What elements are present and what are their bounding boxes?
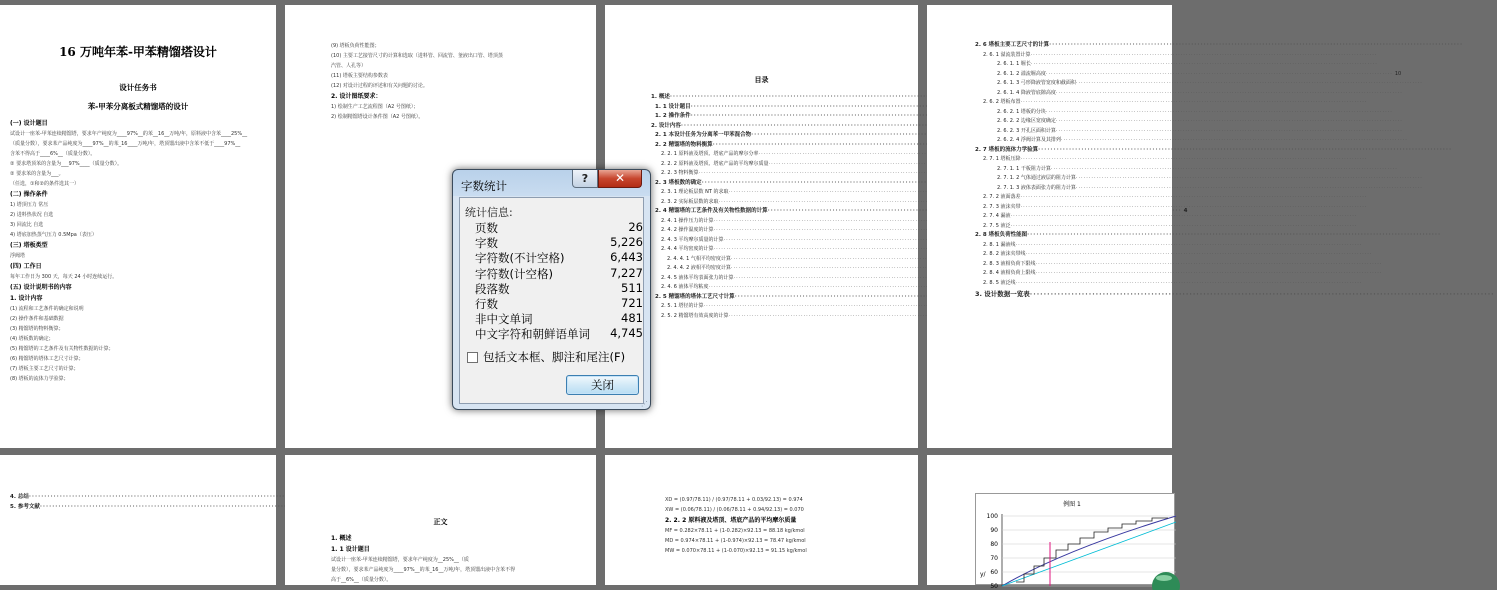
toc-entry-title: 2. 6. 1. 4 降液管底隙高度: [997, 89, 1056, 96]
toc-entry-page: 4: [1183, 208, 1188, 214]
toc-entry-page: [1423, 184, 1425, 194]
toc-entry[interactable]: [651, 236, 860, 246]
toc-entry-title: 2. 7 塔板的流体力学验算: [975, 146, 1039, 153]
toc-entry[interactable]: [651, 179, 860, 189]
toc-leader-dots: [1027, 231, 1441, 241]
toc-entry[interactable]: [927, 231, 1172, 241]
toc-entry[interactable]: [651, 169, 860, 179]
toc-entry[interactable]: [927, 136, 1172, 146]
page7-line: MF = 0.282×78.11 + (1-0.282)×92.13 = 88.18 kg/kmol: [665, 528, 805, 534]
toc-entry-title: 2. 5. 2 精馏塔有效高度的计算: [661, 312, 729, 319]
page6-line: 试设计一座苯-甲苯连续精馏塔，要求年产纯度为__25%__（质: [331, 557, 469, 563]
toc-leader-dots: [1046, 108, 1393, 118]
document-page-1[interactable]: [0, 5, 276, 448]
toc-entry-title: 2. 6. 2 塔板布置: [983, 99, 1021, 105]
toc-title: 目录: [754, 76, 769, 84]
toc-entry-title: 2. 7. 1 塔板压降: [983, 156, 1021, 162]
document-title: 16 万吨年苯-甲苯精馏塔设计: [59, 45, 217, 59]
chart-y-tick-label: 90: [990, 527, 998, 534]
toc-entry-page: [1398, 165, 1400, 175]
toc-entry-page: 10: [1394, 70, 1402, 77]
statistic-row: [475, 220, 643, 236]
toc-entry-title: 2. 7. 2 液面落差: [983, 194, 1021, 200]
toc-entry[interactable]: [651, 103, 860, 113]
toc-entry-title: 5. 参考文献: [10, 503, 40, 510]
page1-line: 1) 塔顶压力 常压: [10, 202, 49, 208]
page1-line: (五) 设计说明书的内容: [10, 284, 72, 291]
toc-entry[interactable]: [651, 188, 860, 198]
toc-entry[interactable]: [651, 131, 860, 141]
page1-body: [0, 118, 276, 384]
toc-leader-dots: [1031, 51, 1378, 61]
statistic-row: [475, 250, 643, 266]
toc-entry-title: 2. 6. 1. 2 溢流堰高度: [997, 70, 1046, 77]
toc-entry-title: 2. 2. 3 物料衡算: [661, 170, 699, 176]
chart-title: 例图 1: [1063, 501, 1081, 508]
page1-line: (5) 精馏塔的工艺条件及有关物性数据的计算；: [10, 346, 114, 352]
toc-entry[interactable]: [651, 255, 860, 265]
page7-body: [605, 455, 918, 556]
toc-entry[interactable]: [927, 269, 1172, 279]
toc-entry[interactable]: [927, 193, 1172, 203]
toc-entry-title: 2. 5. 1 塔径的计算: [661, 303, 704, 309]
toc-leader-dots: [1076, 184, 1423, 194]
toc-entry-title: 2. 6. 1. 1 堰长: [997, 61, 1031, 67]
toc-entry[interactable]: [927, 60, 1172, 70]
toc-leader-dots: [1016, 241, 1363, 251]
toc-entry-title: 2. 3. 1 理论板层数 NT 的求取: [661, 189, 729, 195]
statistic-row: [475, 266, 643, 282]
toc-entry-page: [1495, 288, 1497, 300]
toc-entry-title: 3. 设计数据一览表: [975, 290, 1030, 298]
page1-line: 试设计一座苯-甲苯连续精馏塔，要求年产纯度为____97%__的苯__16__万吨/年，原料液中含苯____25%__: [10, 131, 248, 137]
page6-line: 高于__6%__（质量分数）。: [331, 577, 392, 583]
toc-leader-dots: [1011, 212, 1358, 222]
toc-entry-page: [1403, 89, 1405, 99]
statistic-label: 字符数(不计空格): [475, 251, 565, 266]
statistic-value: 7,227: [610, 265, 643, 280]
toc-entry[interactable]: [927, 165, 1172, 175]
toc-leader-dots: [1076, 174, 1423, 184]
toc-leader-dots: [1049, 41, 1463, 51]
statistic-value: 721: [621, 296, 643, 310]
statistic-value: 511: [621, 280, 643, 295]
statistic-label: 段落数: [475, 281, 510, 296]
toc-entry-page: [1377, 51, 1379, 61]
toc-entry[interactable]: [927, 212, 1172, 222]
toc-entry-title: 2. 6. 2. 1 塔板的分块: [997, 108, 1046, 115]
globe-highlight: [1156, 575, 1172, 581]
toc-leader-dots: [1036, 260, 1383, 270]
toc-entry[interactable]: [651, 226, 860, 236]
toc-entry[interactable]: [927, 260, 1172, 270]
toc-entry-title: 2. 1 本设计任务为分离苯一甲苯混合物: [655, 132, 752, 138]
toc-entry[interactable]: [651, 274, 860, 284]
toc-entry-title: 2. 4. 4. 1 气相平均密度计算: [667, 255, 731, 262]
toc-entry[interactable]: [651, 112, 860, 122]
body-heading: 正文: [433, 518, 448, 526]
statistic-row: [475, 311, 643, 327]
toc-leader-dots: [1076, 79, 1423, 89]
toc-leader-dots: [1061, 136, 1408, 146]
toc-leader-dots: [1026, 250, 1373, 260]
toc-leader-dots: [1056, 117, 1403, 127]
close-button[interactable]: 关闭: [566, 375, 639, 395]
page1-line: (二) 操作条件: [10, 191, 48, 198]
page7-line: XW = (0.06/78.11) / (0.06/78.11 + 0.94/92.13) = 0.070: [665, 507, 804, 513]
toc-leader-dots: [1021, 155, 1368, 165]
statistic-row: [475, 235, 643, 251]
task-book-heading: 设计任务书: [119, 83, 157, 92]
help-button[interactable]: ?: [572, 170, 598, 188]
resize-grip-icon[interactable]: ⋰: [641, 400, 648, 408]
toc-leader-dots: [1046, 70, 1393, 80]
statistic-value: 481: [621, 311, 643, 326]
toc-entry[interactable]: [927, 222, 1172, 232]
toc-entry-title: 2. 8. 4 液相负荷上限线: [983, 270, 1036, 276]
toc-entry[interactable]: [927, 241, 1172, 251]
toc-entry[interactable]: [651, 283, 860, 293]
page1-line: 2) 进料热状况 自选: [10, 212, 54, 218]
page2-line: 汽管、人孔等）: [331, 63, 367, 69]
dialog-content: [459, 197, 644, 404]
toc-entry-page: [1362, 279, 1364, 289]
toc-entry-title: 2. 7. 1. 2 气体通过液层的阻力计算: [997, 175, 1076, 181]
page2-line: 2. 设计图纸要求：: [331, 93, 382, 100]
chart-y-tick-label: 50: [990, 583, 998, 590]
statistic-label: 中文字符和朝鲜语单词: [475, 327, 590, 342]
toc-leader-dots: [1038, 146, 1452, 156]
operating-line: [1002, 522, 1176, 586]
toc-leader-dots: [1021, 203, 1368, 213]
toc-entry-title: 2. 2 精馏塔的物料衡算: [655, 141, 713, 148]
page1-line: 3) 回流比 自选: [10, 222, 44, 228]
statistic-value: 5,226: [610, 235, 643, 250]
toc-entry-title: 2. 8. 5 液泛线: [983, 279, 1016, 286]
statistic-row: [475, 281, 643, 297]
toc-leader-dots: [1021, 98, 1368, 108]
page1-line: (3) 精馏塔的物料衡算；: [10, 326, 64, 332]
toc-entry[interactable]: [651, 302, 860, 312]
toc-leader-dots: [1051, 165, 1398, 175]
include-textboxes-option[interactable]: [467, 349, 625, 365]
toc-leader-dots: [1030, 288, 1495, 300]
toc-entry[interactable]: [927, 288, 1172, 300]
toc-entry-title: 2. 6. 2. 2 边缘区宽度确定: [997, 118, 1056, 124]
statistic-value: 4,745: [610, 326, 643, 341]
page6-line: 1. 1 设计题目: [331, 546, 370, 553]
toc-entry-title: 2. 8 塔板负荷性能图: [975, 232, 1028, 238]
equilibrium-curve: [1002, 516, 1176, 586]
close-icon[interactable]: ✕: [598, 170, 642, 188]
document-page-4[interactable]: [927, 5, 1402, 448]
toc-entry-title: 2. 设计内容: [651, 122, 681, 129]
statistic-label: 字数: [475, 236, 498, 251]
chart-y-tick-label: 80: [990, 541, 998, 548]
toc-entry-title: 2. 2. 2 原料液及塔顶、塔底产品的平均摩尔质量: [661, 160, 769, 167]
page1-line: ② 要求塔顶苯的含量为___97%____（质量分数）。: [10, 161, 123, 167]
page2-body: [285, 5, 596, 122]
toc-entry-page: [1382, 269, 1384, 279]
toc-entry-title: 2. 4 精馏塔的工艺条件及有关物性数据的计算: [655, 208, 768, 214]
page1-line: (6) 精馏塔的塔体工艺尺寸计算；: [10, 356, 84, 362]
statistic-label: 字符数(计空格): [475, 266, 553, 281]
toc-entry-title: 2. 6. 1 溢流装置计算: [983, 51, 1031, 58]
toc-entry[interactable]: [927, 51, 1172, 61]
toc-entry-title: 1. 概述: [651, 94, 670, 100]
toc-entry[interactable]: [651, 312, 860, 322]
chart-svg: [976, 494, 1176, 590]
toc-entry-title: 2. 7. 4 漏液: [983, 213, 1011, 219]
toc-entry-title: 2. 4. 4. 2 液相平均密度计算: [667, 265, 731, 271]
page6-body: [285, 527, 596, 585]
toc-entry[interactable]: [651, 245, 860, 255]
toc-entry[interactable]: [651, 93, 860, 103]
toc-entry-page: [1357, 222, 1359, 232]
toc-entry-title: 2. 7. 5 液泛: [983, 222, 1011, 229]
toc-entry[interactable]: [927, 127, 1172, 137]
toc-entry-title: 2. 4. 5 液体平均表面张力的计算: [661, 274, 734, 281]
toc-entry-title: 2. 6. 2. 3 开孔区面积计算: [997, 127, 1056, 134]
toc-entry-title: 2. 6. 2. 4 浮阀计算及其排列: [997, 137, 1061, 143]
toc-entry[interactable]: [651, 293, 860, 303]
toc-entry-title: 1. 1 设计题目: [655, 103, 691, 110]
page1-line: 浮阀塔: [10, 253, 26, 259]
toc-entry-title: 2. 4. 3 平均摩尔质量的计算: [661, 236, 724, 243]
page1-line: (2) 操作条件和基础数据: [10, 316, 64, 322]
toc-entry[interactable]: [927, 279, 1172, 289]
toc-entry-page: [1367, 155, 1369, 165]
page1-line: 含苯不得高于____6%__（质量分数）。: [10, 151, 96, 157]
toc-leader-dots: [1056, 89, 1403, 99]
dialog-title: 字数统计: [461, 179, 507, 193]
toc-entry[interactable]: [927, 70, 1402, 80]
page7-line: MD = 0.974×78.11 + (1-0.974)×92.13 = 78.47 kg/kmol: [665, 538, 806, 544]
page6-line: 量分数），要求苯产品纯度为____97%__的苯_16__万吨/年，塔顶馏出液中含苯不得: [331, 567, 516, 573]
toc-leader-dots: [1016, 279, 1363, 289]
toc-entry[interactable]: [927, 41, 1172, 51]
toc-entry[interactable]: [927, 117, 1172, 127]
chart-y-tick-label: 70: [990, 555, 998, 562]
toc-leader-dots: [1056, 127, 1403, 137]
page1-line: (三) 塔板类型: [10, 242, 48, 249]
toc-entry-title: 2. 4. 6 液体平均粘度: [661, 284, 709, 290]
page2-line: (9) 塔板负荷性能图；: [331, 43, 380, 49]
toc-entry[interactable]: [651, 217, 860, 227]
statistic-label: 页数: [475, 221, 498, 235]
toc-entry-title: 2. 7. 1. 3 液体表面张力的阻力计算: [997, 184, 1076, 191]
task-subtitle: 苯-甲苯分离板式精馏塔的设计: [87, 102, 189, 111]
toc-entry[interactable]: [10, 503, 214, 513]
toc-entry-page: [1357, 212, 1359, 222]
toc-leader-dots: [1036, 269, 1383, 279]
page1-line: (4) 塔板数的确定；: [10, 336, 54, 342]
toc-entry-page: [1452, 146, 1454, 156]
include-textboxes-checkbox[interactable]: [467, 352, 478, 363]
page1-line: ② 要求苯的含量为___。: [10, 171, 64, 177]
toc-entry[interactable]: [651, 141, 860, 151]
toc-entry[interactable]: [651, 122, 860, 132]
statistics-label: 统计信息:: [465, 206, 513, 219]
toc-entry-page: [1378, 60, 1380, 70]
toc-entry-title: 2. 4. 2 操作温度的计算: [661, 227, 714, 233]
chart-grid: [1002, 516, 1176, 586]
page1-line: 每年工作日为 300 天，每天 24 小时连续运行。: [10, 274, 118, 280]
toc-entry[interactable]: [927, 79, 1172, 89]
page2-line: (10) 主要工艺接管尺寸的计算和选取（进料管、回流管、釜液出口管、塔顶蒸: [331, 53, 503, 59]
chart-y-ticks: [987, 513, 999, 590]
toc-entry-page: [1441, 231, 1443, 241]
toc-entry-title: 2. 2. 1 原料液及塔顶、塔底产品的摩尔分率: [661, 151, 759, 157]
page1-line: (8) 塔板的流体力学验算；: [10, 376, 69, 382]
page1-line: 4) 塔底加热蒸气压力 0.5Mpa（表压）: [10, 232, 97, 238]
chart-y-tick-label: 100: [986, 513, 998, 520]
toc-entry[interactable]: [651, 160, 860, 170]
page1-line: (四) 工作日: [10, 263, 42, 270]
toc-entry-title: 1. 2 操作条件: [655, 113, 691, 119]
page1-line: (一) 设计题目: [10, 120, 48, 127]
toc-entry-title: 2. 8. 3 液相负荷下限线: [983, 260, 1036, 267]
toc-entry-title: 4. 总结: [10, 494, 29, 500]
document-page-6[interactable]: [285, 455, 596, 585]
statistic-value: 26: [628, 220, 643, 234]
statistic-value: 6,443: [610, 250, 643, 265]
statistic-row: [475, 326, 643, 342]
document-page-5[interactable]: [0, 455, 276, 585]
page7-line: XD = (0.97/78.11) / (0.97/78.11 + 0.03/92.13) = 0.974: [665, 497, 803, 503]
toc-entry-title: 2. 8. 1 漏液线: [983, 241, 1016, 248]
toc-entry[interactable]: [651, 198, 860, 208]
page1-line: （质量分数），要求苯产品纯度为____97%__的苯_16____万吨/年，塔顶馏出液中含苯不低于____97%__: [10, 141, 241, 147]
statistic-label: 行数: [475, 297, 498, 311]
globe-icon: [1152, 572, 1180, 590]
toc-entry-page: [1372, 250, 1374, 260]
toc-entry-page: [1403, 117, 1405, 127]
toc-entry-page: [1367, 203, 1369, 213]
toc-entry-page: [1393, 108, 1395, 118]
toc-leader-dots: [1031, 60, 1378, 70]
toc-entry[interactable]: [927, 89, 1172, 99]
chart-y-label: y/: [980, 571, 986, 578]
toc-entry-page: [1362, 241, 1364, 251]
chart-figure: [975, 493, 1175, 590]
page1-line: (1) 流程和工艺条件的确定和说明: [10, 306, 84, 312]
toc-entry-title: 2. 5 精馏塔的塔体工艺尺寸计算: [655, 293, 735, 300]
toc-entry-page: [1403, 127, 1405, 137]
toc-entry-title: 2. 7. 1. 1 干板阻力计算: [997, 165, 1051, 172]
page2-line: (12) 对设计过程的评述和有关问题的讨论。: [331, 83, 428, 89]
toc-entry[interactable]: [651, 150, 860, 160]
toc-entry-page: [1408, 136, 1410, 146]
page7-line: MW = 0.070×78.11 + (1-0.070)×92.13 = 91.15 kg/kmol: [665, 548, 807, 554]
toc-entry[interactable]: [927, 108, 1172, 118]
toc-entry-page: [1367, 193, 1369, 203]
page1-line: (7) 塔板主要工艺尺寸的计算；: [10, 366, 79, 372]
toc-entry[interactable]: [927, 184, 1172, 194]
page2-line: (11) 塔板主要结构参数表: [331, 73, 388, 79]
include-textboxes-label: 包括文本框、脚注和尾注(F): [483, 350, 626, 364]
page6-line: 1. 概述: [331, 535, 352, 542]
chart-y-tick-label: 60: [990, 569, 998, 576]
toc-entry[interactable]: [927, 146, 1172, 156]
toc-entry[interactable]: [10, 493, 214, 503]
toc-entry[interactable]: [651, 264, 860, 274]
word-count-dialog[interactable]: [452, 169, 651, 410]
toc-entry-title: 2. 3. 2 实际板层数的求取: [661, 198, 719, 205]
statistic-row: [475, 296, 643, 312]
toc-entry-title: 2. 8. 2 液沫夹带线: [983, 251, 1026, 257]
toc-list-end: [0, 455, 276, 512]
page1-line: 1. 设计内容: [10, 295, 43, 302]
toc-entry-page: [1463, 41, 1465, 51]
toc-entry-title: 2. 4. 4 平均密度的计算: [661, 246, 714, 252]
page1-line: （任选，①和②的条件选其一）: [10, 181, 79, 187]
toc-entry[interactable]: [927, 250, 1172, 260]
page2-line: 1) 绘制生产工艺流程图（A2 号图纸）；: [331, 104, 419, 110]
toc-leader-dots: [1021, 193, 1368, 203]
toc-entry-title: 2. 7. 3 液沫夹带: [983, 203, 1021, 210]
toc-leader-dots: [1011, 222, 1358, 232]
document-page-7[interactable]: [605, 455, 918, 585]
toc-entry-page: [1423, 174, 1425, 184]
toc-entry[interactable]: [927, 174, 1172, 184]
toc-entry[interactable]: [927, 155, 1172, 165]
toc-entry-title: 2. 6. 1. 3 弓形降液管宽度和截面积: [997, 80, 1076, 86]
page7-line: 2. 2. 2 原料液及塔顶、塔底产品的平均摩尔质量: [665, 517, 797, 524]
toc-entry-title: 2. 4. 1 操作压力的计算: [661, 217, 714, 224]
statistic-label: 非中文单词: [475, 312, 533, 327]
toc-entry-page: [1423, 79, 1425, 89]
toc-entry-page: [1382, 260, 1384, 270]
toc-entry[interactable]: [927, 203, 1172, 213]
page2-line: 2) 绘制精馏塔设计条件图（A2 号图纸）。: [331, 114, 424, 120]
toc-entry-title: 2. 3 塔板数的确定: [655, 179, 702, 186]
document-page-8[interactable]: [927, 455, 1172, 590]
toc-list-continued: [927, 5, 1402, 300]
toc-entry-title: 2. 6 塔板主要工艺尺寸的计算: [975, 42, 1050, 48]
toc-entry-page: [1367, 98, 1369, 108]
toc-entry[interactable]: [927, 98, 1172, 108]
